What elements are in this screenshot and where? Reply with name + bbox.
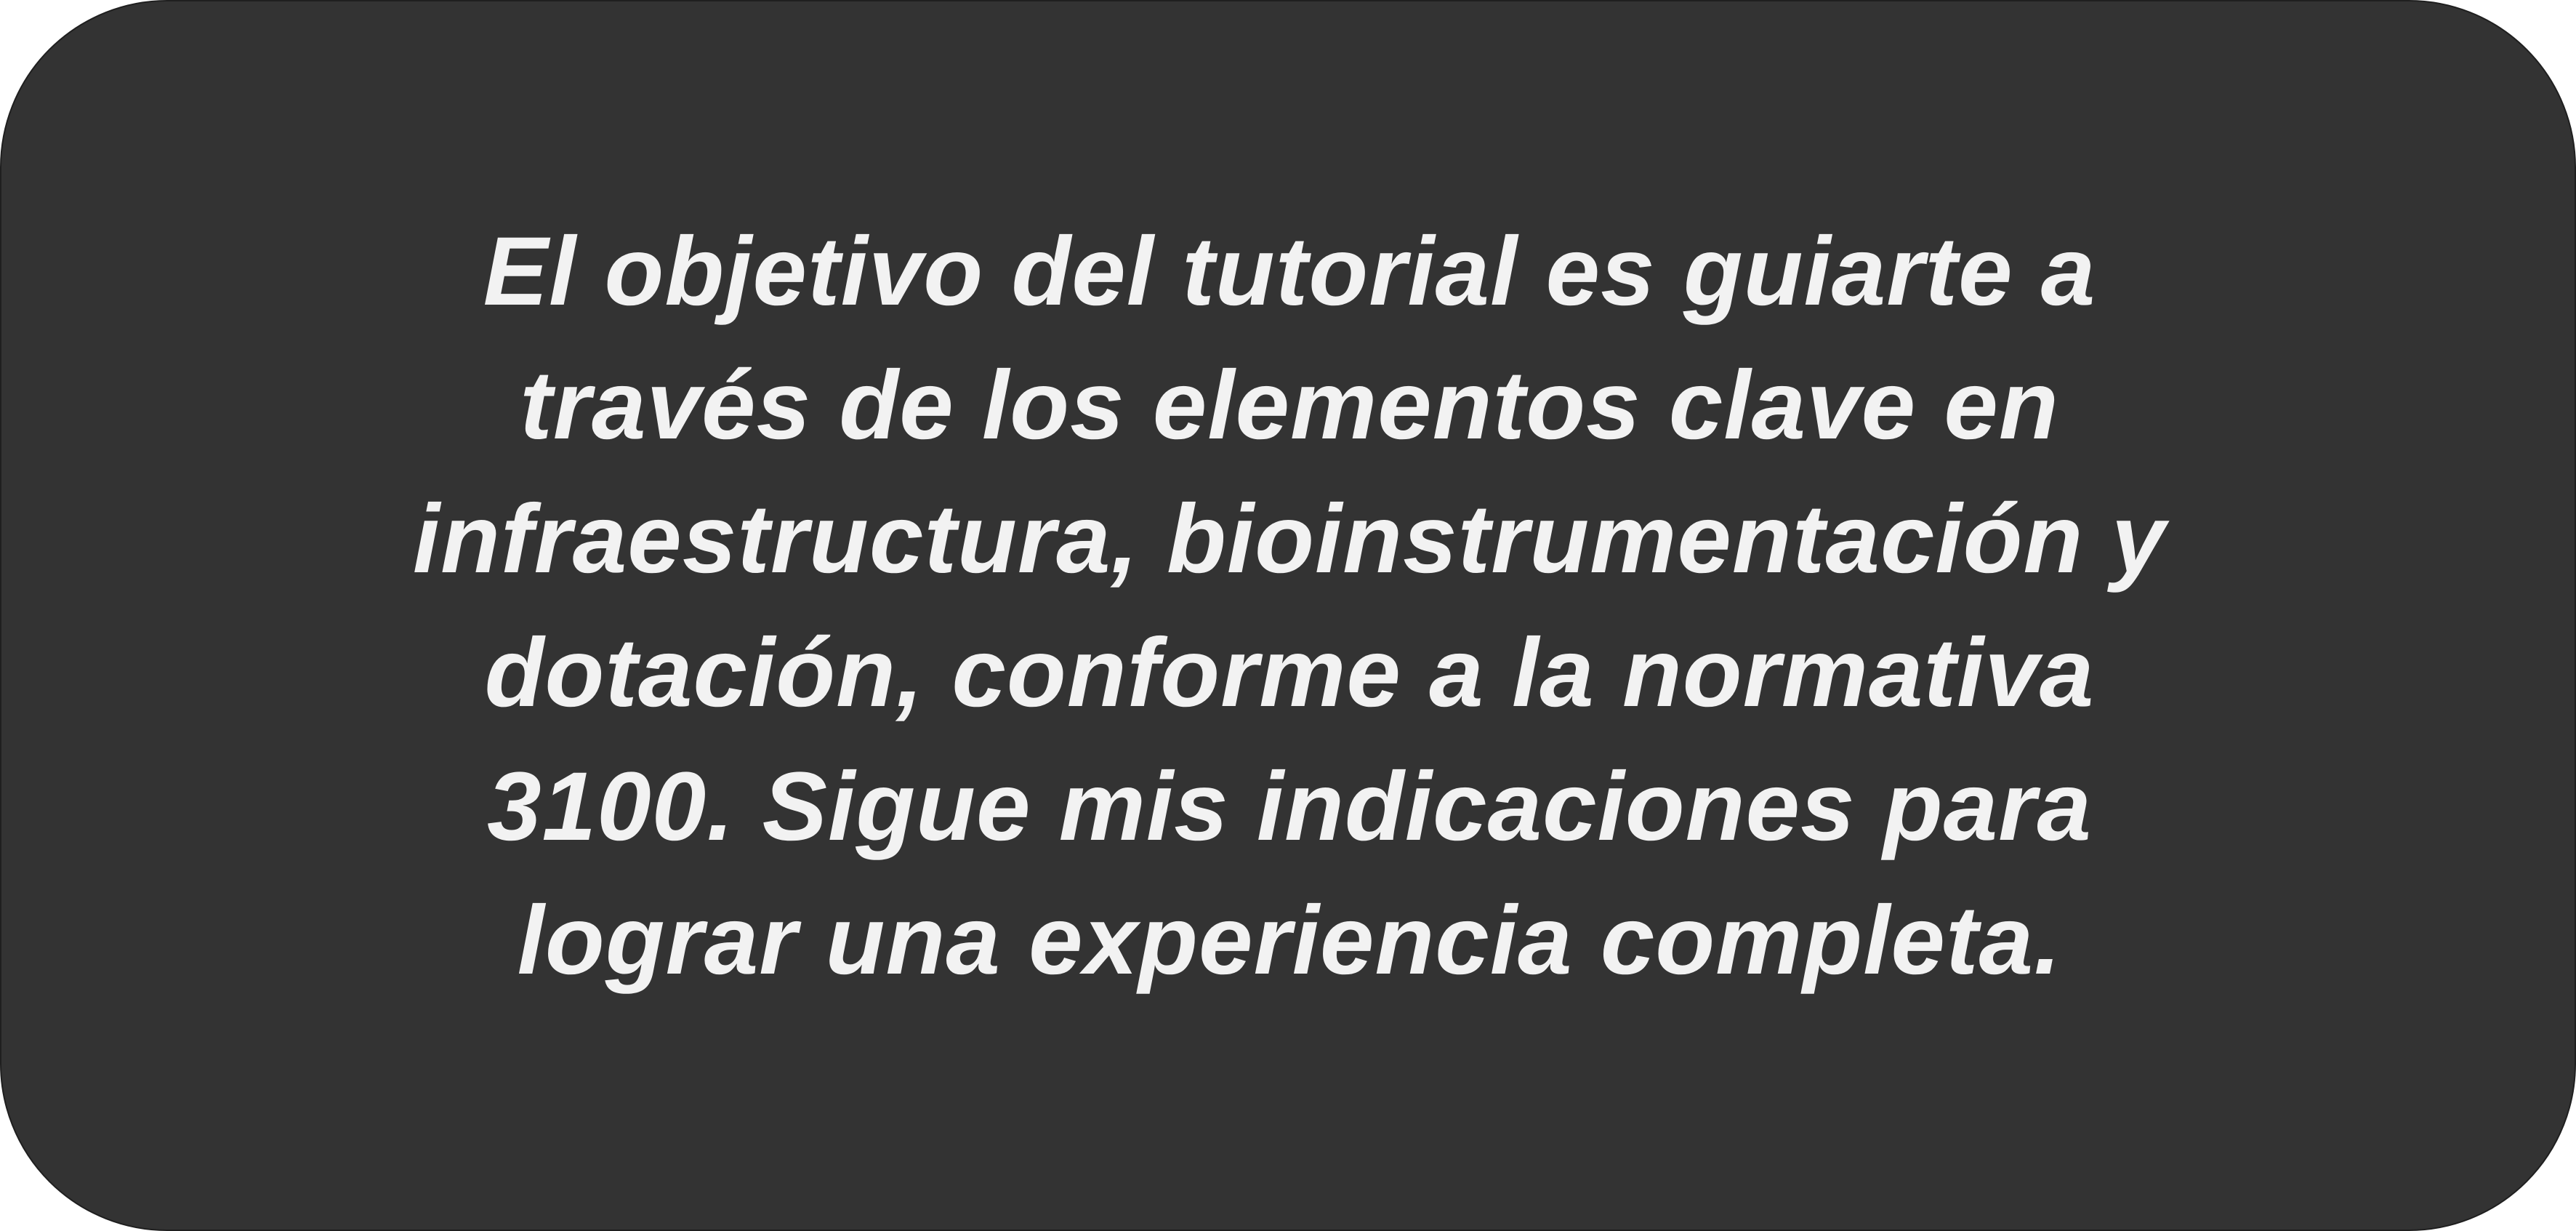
message-line: El objetivo del tutorial es guiarte a xyxy=(483,217,2096,326)
message-line: 3100. Sigue mis indicaciones para xyxy=(487,753,2092,861)
tutorial-message xyxy=(249,205,2330,1008)
message-line: dotación, conforme a la normativa xyxy=(484,619,2095,727)
message-line: lograr una experiencia completa. xyxy=(517,886,2062,995)
message-line: infraestructura, bioinstrumentación y xyxy=(412,485,2167,593)
message-line: través de los elementos clave en xyxy=(520,351,2059,460)
